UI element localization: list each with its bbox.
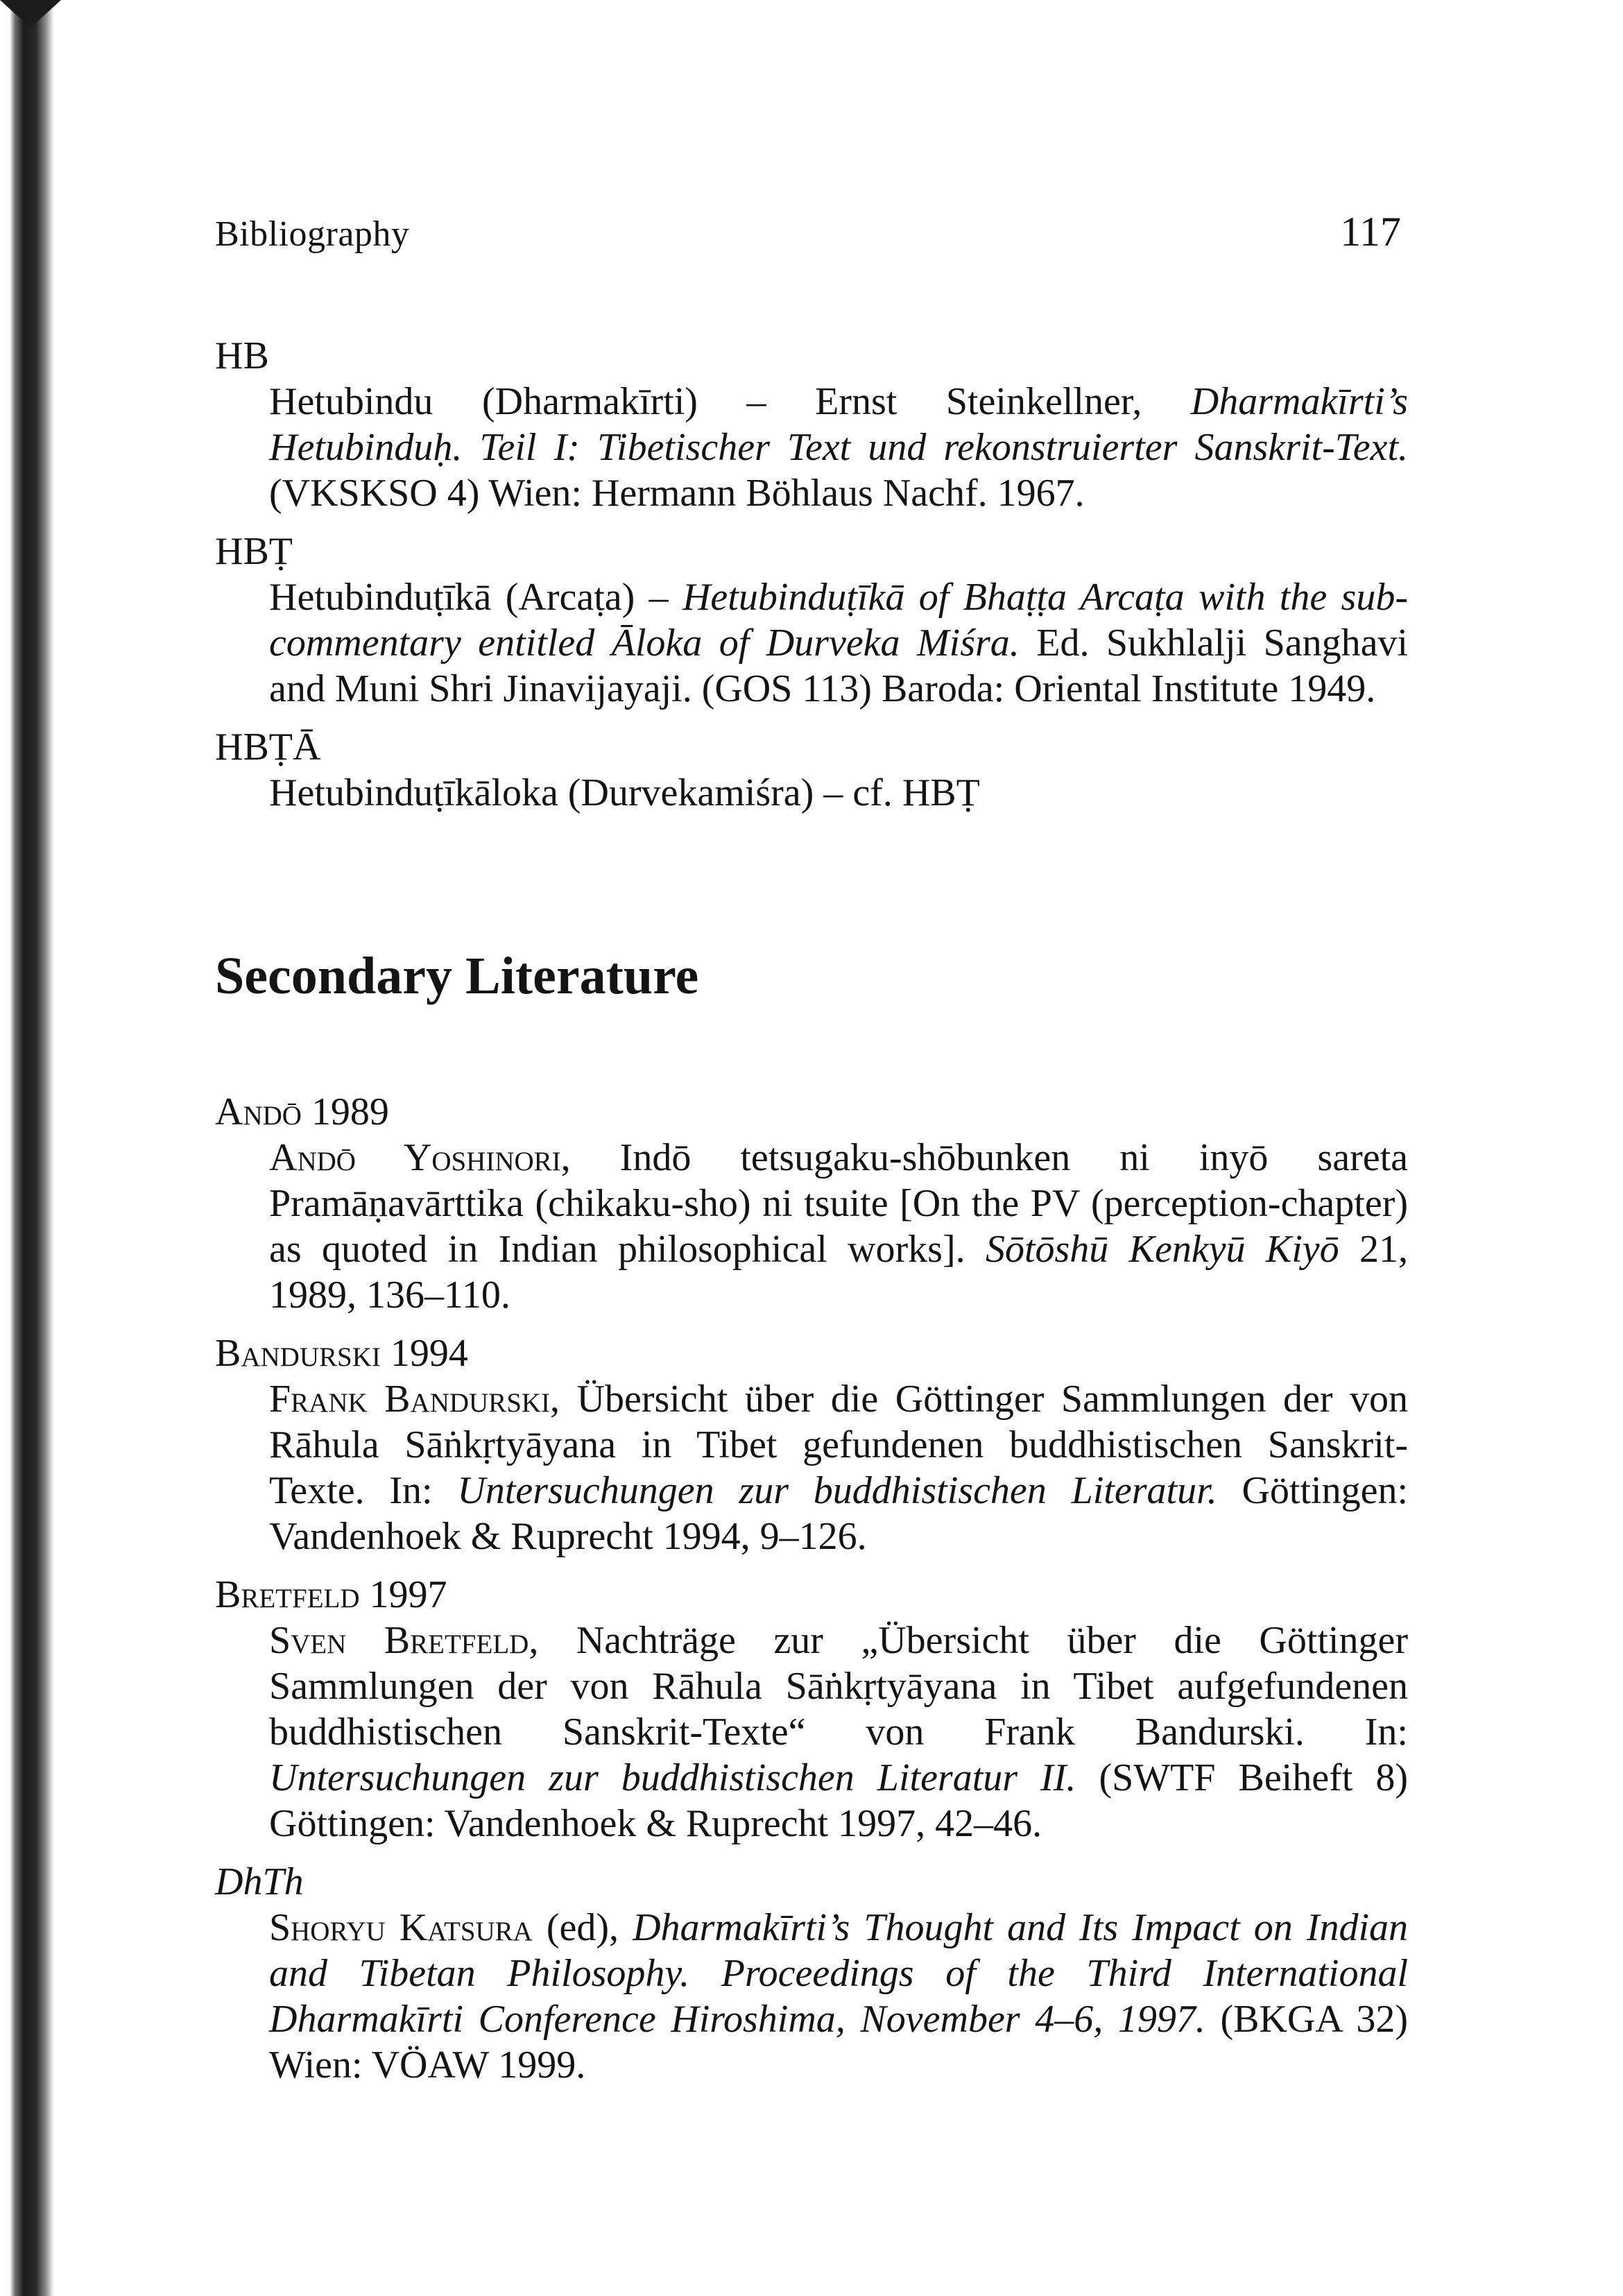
entry-text: , Übersicht über die Göttinger Sammlungen der von Rāhula Sāṅkṛtyāyana in Tibet gefundenen buddhistischen Sanskrit-Texte. In: <box>269 1378 1408 1512</box>
entry-key: Bandurski 1994 <box>215 1332 468 1375</box>
entry-text: 21, 1989, 136–110. <box>269 1228 1408 1317</box>
page-content <box>215 333 1408 2088</box>
entry-key: Andō 1989 <box>215 1090 389 1133</box>
bibliography-entry <box>215 529 1408 712</box>
secondary-literature-list <box>215 1089 1408 2088</box>
abbreviation-list <box>215 333 1408 816</box>
scan-binding-cap <box>0 0 61 28</box>
bibliography-entry <box>215 1572 1408 1847</box>
entry-body <box>269 1135 1408 1318</box>
entry-text: , Nachträge zur „Übersicht über die Göttinger Sammlungen der von Rāhula Sāṅkṛtyāyana in Tibet aufgefundenen buddhistischen Sanskrit-Texte“ von Frank Bandurski. In: <box>269 1619 1408 1754</box>
entry-author: Shoryu Katsura <box>269 1906 533 1949</box>
entry-title-text: Hetubinduṭīkā of Bhaṭṭa Arcaṭa with the sub-commentary entitled Āloka of Durveka Miśra. <box>269 576 1409 665</box>
bibliography-entry <box>215 1089 1408 1318</box>
entry-text: (BKGA 32) Wien: VÖAW 1999. <box>269 1998 1408 2087</box>
entry-author: Sven Bretfeld <box>269 1619 529 1662</box>
entry-key: DhTh <box>215 1860 304 1903</box>
entry-author: Frank Bandurski <box>269 1378 551 1421</box>
entry-author: Andō Yoshinori <box>269 1136 561 1179</box>
bibliography-entry <box>215 724 1408 816</box>
entry-title-text: Dharmakīrti’s Hetubinduḥ. Teil I: Tibetischer Text und rekonstruierter Sanskrit-Text. <box>269 380 1408 469</box>
entry-body <box>269 1376 1408 1559</box>
entry-text: , Indō tetsugaku-shōbunken ni inyō sareta Pramāṇavārttika (chikaku-sho) ni tsuite [On the PV (perception-chapter) as quoted in Indian philosophical works]. <box>269 1136 1408 1271</box>
entry-key: HBṬĀ <box>215 726 321 769</box>
entry-body <box>269 1905 1408 2088</box>
entry-text: (VKSKSO 4) Wien: Hermann Böhlaus Nachf. 1967. <box>269 472 1085 515</box>
section-heading: Secondary Literature <box>215 947 699 1005</box>
entry-text: (ed), <box>532 1906 633 1949</box>
entry-text: (SWTF Beiheft 8) Göttingen: Vandenhoek & Ruprecht 1997, 42–46. <box>269 1756 1408 1845</box>
entry-body <box>269 1618 1408 1847</box>
entry-title-text: Sōtōshū Kenkyū Kiyō <box>985 1228 1339 1271</box>
entry-title-text: Untersuchungen zur buddhistischen Literatur II. <box>269 1756 1076 1799</box>
entry-key: HB <box>215 334 269 377</box>
bibliography-entry <box>215 1859 1408 2088</box>
entry-key: Bretfeld 1997 <box>215 1573 447 1616</box>
entry-key: HBṬ <box>215 530 293 573</box>
entry-text: Hetubinduṭīkā (Arcaṭa) – <box>269 576 682 619</box>
entry-text: Ed. Sukhlalji Sanghavi and Muni Shri Jinavijayaji. (GOS 113) Baroda: Oriental Institute 1949. <box>269 622 1408 710</box>
scan-binding-edge <box>0 0 54 2296</box>
entry-text: Göttingen: Vandenhoek & Ruprecht 1994, 9–126. <box>269 1469 1409 1558</box>
entry-body <box>269 574 1408 712</box>
running-head: Bibliography <box>215 214 410 254</box>
entry-body <box>269 770 1408 816</box>
entry-title-text: Dharmakīrti’s Thought and Its Impact on Indian and Tibetan Philosophy. Proceedings of the Third International Dharmakīrti Conference Hiroshima, November 4–6, 1997. <box>269 1906 1409 2041</box>
entry-body <box>269 379 1408 516</box>
entry-text: Hetubinduṭīkāloka (Durvekamiśra) – cf. HBṬ <box>269 771 980 814</box>
entry-text: Hetubindu (Dharmakīrti) – Ernst Steinkellner, <box>269 380 1191 423</box>
page-number: 117 <box>1340 209 1401 255</box>
bibliography-entry <box>215 1330 1408 1559</box>
bibliography-entry <box>215 333 1408 516</box>
entry-title-text: Untersuchungen zur buddhistischen Literatur. <box>457 1469 1217 1512</box>
